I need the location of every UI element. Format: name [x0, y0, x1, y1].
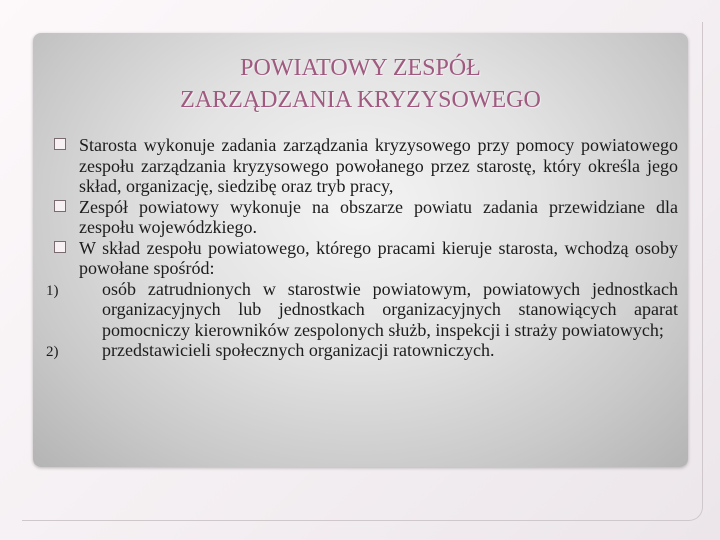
title-line-2: ZARZĄDZANIA KRYZYSOWEGO — [180, 87, 541, 113]
bullet-item — [54, 197, 678, 238]
numbered-text: przedstawicieli społecznych organizacji ratowniczych. — [102, 340, 495, 360]
title-line-1: POWIATOWY ZESPÓŁ — [240, 55, 481, 81]
bullet-text: Starosta wykonuje zadania zarządzania kryzysowego przy pomocy powiatowego zespołu zarządzania kryzysowego powołanego przez starostę, który określa jego skład, organizację, siedzibę oraz tryb pracy, — [79, 135, 678, 196]
bullet-item — [54, 135, 678, 197]
item-number: 2) — [46, 344, 59, 360]
item-number: 1) — [46, 282, 59, 299]
bullet-text: W skład zespołu powiatowego, którego pracami kieruje starosta, wchodzą osoby powołane spośród: — [79, 237, 678, 278]
bullet-item — [54, 238, 678, 279]
numbered-text: osób zatrudnionych w starostwie powiatowym, powiatowych jednostkach organizacyjnych lub jednostkach organizacyjnych stanowiących aparat pomocniczy kierowników zespolonych służb, inspekcji i straży powiatowych; — [102, 278, 678, 340]
bullet-text: Zespół powiatowy wykonuje na obszarze powiatu zadania przewidziane dla zespołu wojewódzkiego. — [79, 196, 678, 237]
numbered-item — [46, 340, 678, 361]
numbered-item — [46, 278, 678, 341]
square-bullet-icon — [54, 138, 66, 150]
slide-title — [33, 52, 688, 116]
square-bullet-icon — [54, 241, 66, 253]
slide-body — [46, 135, 678, 361]
square-bullet-icon — [54, 200, 66, 212]
